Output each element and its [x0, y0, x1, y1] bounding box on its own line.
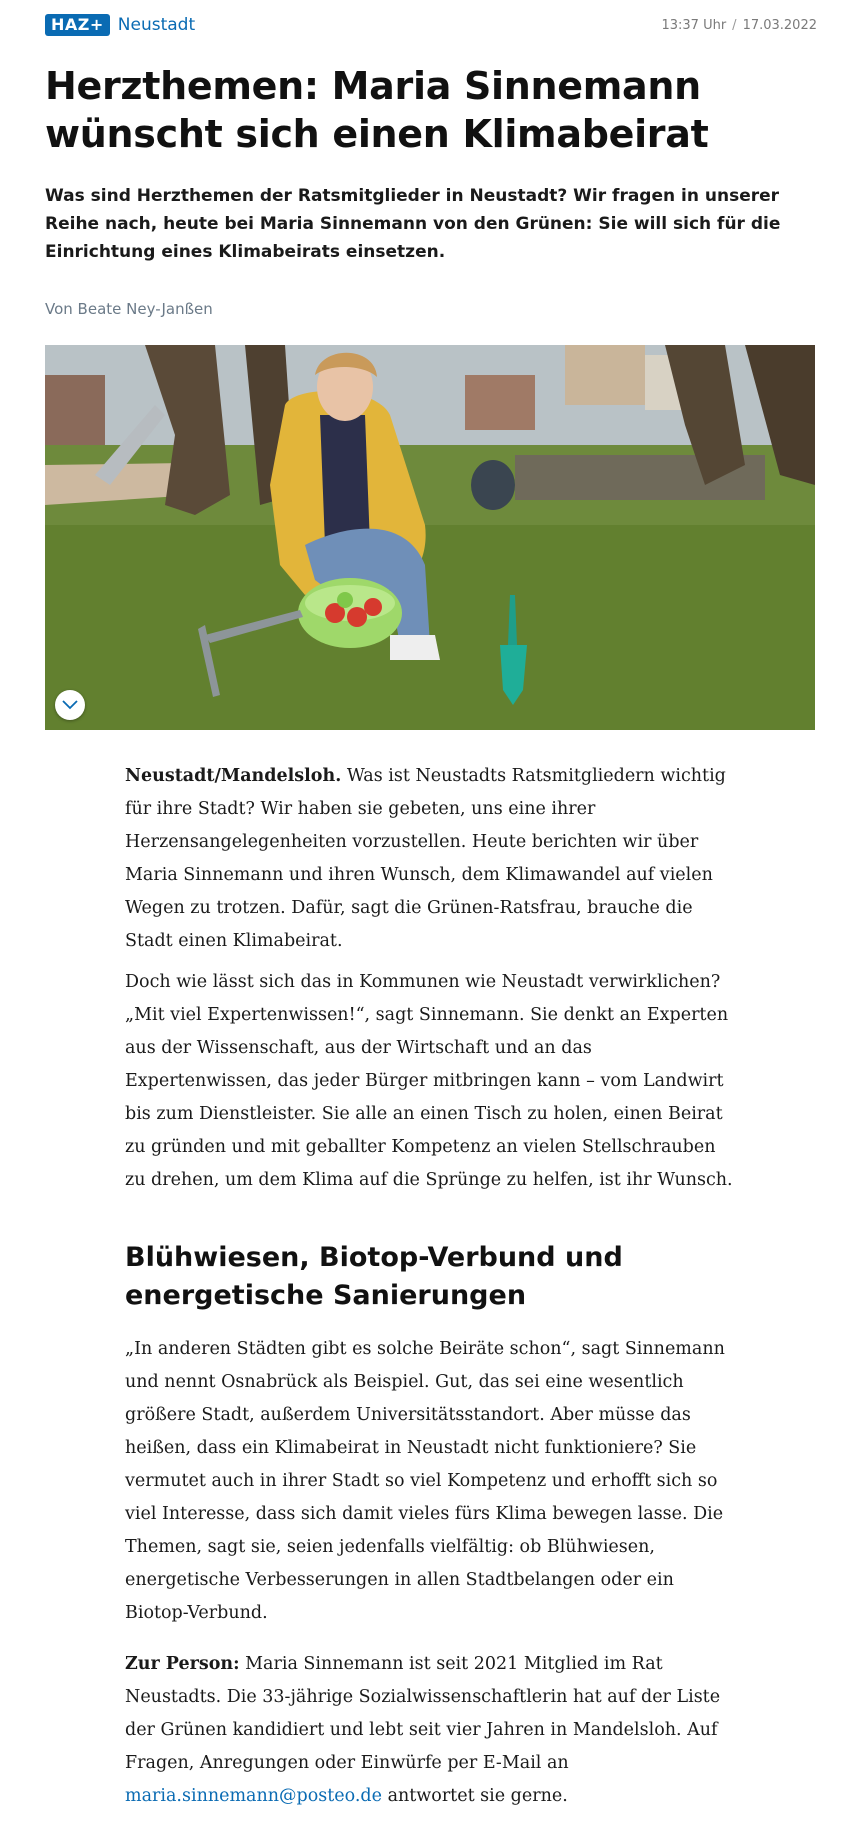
publish-time: 13:37 Uhr — [661, 17, 727, 33]
hero-image[interactable] — [45, 345, 815, 730]
article-headline: Herzthemen: Maria Sinnemann wünscht sich einen Klimabeirat — [45, 64, 709, 156]
timestamp — [661, 18, 817, 33]
person-tail: antwortet sie gerne. — [382, 1786, 568, 1806]
dateline: Neustadt/Mandelsloh. — [125, 766, 342, 786]
publish-date: 17.03.2022 — [742, 17, 817, 33]
person-info — [125, 1648, 737, 1813]
article-subheading: Blühwiesen, Biotop-Verbund und energetische Sanierungen — [125, 1242, 623, 1311]
article-byline: Von Beate Ney-Janßen — [45, 300, 213, 318]
meta-bar — [45, 12, 817, 38]
person-lead: Zur Person: — [125, 1654, 240, 1674]
article-body — [125, 760, 737, 1821]
article-paragraph-2: Doch wie lässt sich das in Kommunen wie Neustadt verwirklichen? „Mit viel Expertenwissen!“, sagt Sinnemann. Sie denkt an Experten aus der Wissenschaft, aus der Wirtschaft und an das Expertenwissen, das jeder Bürger mitbringen kann – vom Landwirt bis zum Dienstleister. Sie alle an einen Tisch zu holen, einen Beirat zu gründen und mit geballter Kompetenz an vielen Stellschrauben zu drehen, um dem Klima auf die Sprünge zu helfen, ist ihr Wunsch. — [125, 972, 733, 1190]
article-paragraph-1 — [125, 760, 737, 958]
paragraph-1-text: Was ist Neustadts Ratsmitgliedern wichtig für ihre Stadt? Wir haben sie gebeten, uns eine ihrer Herzensangelegenheiten vorzustellen. Heute berichten wir über Maria Sinnemann und ihren Wunsch, dem Klimawandel auf vielen Wegen zu trotzen. Dafür, sagt die Grünen-Ratsfrau, brauche die Stadt einen Klimabeirat. — [125, 766, 726, 951]
timestamp-separator: / — [732, 17, 737, 33]
chevron-down-icon — [62, 700, 78, 710]
hero-photo-illustration — [45, 345, 815, 730]
article-teaser: Was sind Herzthemen der Ratsmitglieder in Neustadt? Wir fragen in unserer Reihe nach, heute bei Maria Sinnemann von den Grünen: Sie will sich für die Einrichtung eines Klimabeirats einsetzen. — [45, 186, 781, 262]
person-text: Maria Sinnemann ist seit 2021 Mitglied im Rat Neustadts. Die 33-jährige Sozialwissenschaftlerin hat auf der Liste der Grünen kandidiert und lebt seit vier Jahren in Mandelsloh. Auf Fragen, Anregungen oder Einwürfe per E-Mail an — [125, 1654, 721, 1773]
email-link[interactable]: maria.sinnemann@posteo.de — [125, 1786, 382, 1806]
brand — [45, 14, 195, 36]
haz-plus-logo[interactable]: HAZ+ — [45, 14, 110, 36]
article-paragraph-3: „In anderen Städten gibt es solche Beiräte schon“, sagt Sinnemann und nennt Osnabrück als Beispiel. Gut, das sei eine wesentlich größere Stadt, außerdem Universitätsstandort. Aber müsse das heißen, dass ein Klimabeirat in Neustadt nicht funktioniere? Sie vermutet auch in ihrer Stadt so viel Kompetenz und erhofft sich so viel Interesse, dass sich damit vieles fürs Klima bewegen lasse. Die Themen, sagt sie, seien jedenfalls vielfältig: ob Blühwiesen, energetische Verbesserungen in allen Stadtbelangen oder ein Biotop-Verbund. — [125, 1339, 725, 1623]
section-link-neustadt[interactable]: Neustadt — [117, 15, 196, 35]
caption-toggle-button[interactable] — [55, 690, 85, 720]
